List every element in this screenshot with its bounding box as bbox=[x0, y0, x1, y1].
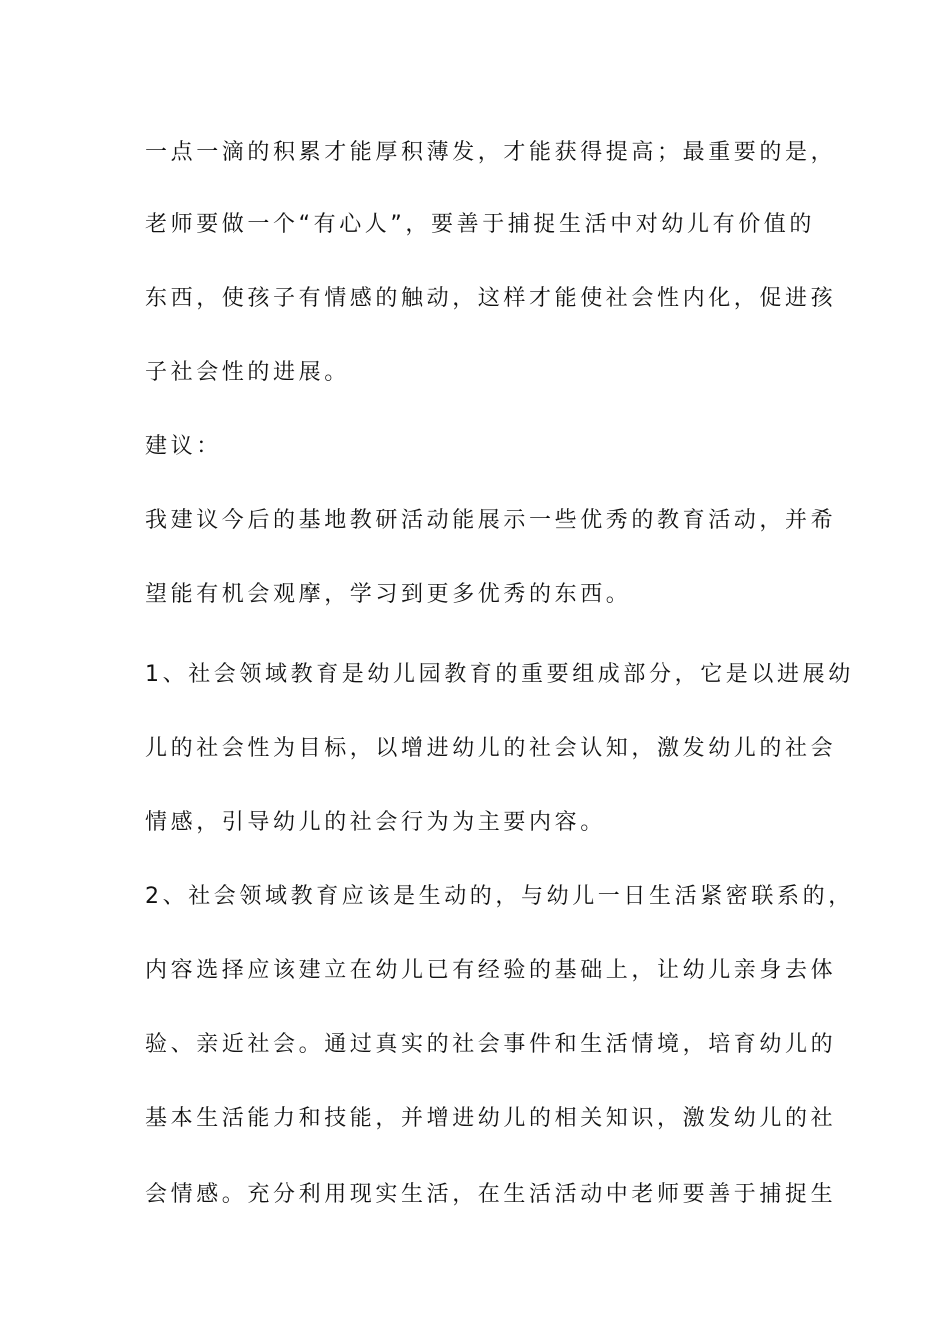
text-line: 验、亲近社会。通过真实的社会事件和生活情境，培育幼儿的 bbox=[145, 1032, 837, 1057]
section-heading: 建议： bbox=[145, 434, 222, 459]
text-line: 一点一滴的积累才能厚积薄发，才能获得提高；最重要的是， bbox=[145, 140, 837, 165]
text-line: 我建议今后的基地教研活动能展示一些优秀的教育活动，并希 bbox=[145, 508, 837, 533]
text-line: 1、社会领域教育是幼儿园教育的重要组成部分，它是以进展幼 bbox=[145, 662, 854, 687]
text-line: 望能有机会观摩，学习到更多优秀的东西。 bbox=[145, 582, 632, 607]
text-line: 儿的社会性为目标，以增进幼儿的社会认知，激发幼儿的社会 bbox=[145, 736, 837, 761]
text-line: 东西，使孩子有情感的触动，这样才能使社会性内化，促进孩 bbox=[145, 286, 837, 311]
text-line: 情感，引导幼儿的社会行为为主要内容。 bbox=[145, 810, 606, 835]
text-line: 基本生活能力和技能，并增进幼儿的相关知识，激发幼儿的社 bbox=[145, 1106, 837, 1131]
text-line: 内容选择应该建立在幼儿已有经验的基础上，让幼儿亲身去体 bbox=[145, 958, 837, 983]
text-line: 2、社会领域教育应该是生动的，与幼儿一日生活紧密联系的， bbox=[145, 884, 854, 909]
text-line: 会情感。充分利用现实生活，在生活活动中老师要善于捕捉生 bbox=[145, 1182, 837, 1207]
text-line: 老师要做一个“有心人”，要善于捕捉生活中对幼儿有价值的 bbox=[145, 212, 815, 237]
text-line: 子社会性的进展。 bbox=[145, 360, 350, 385]
